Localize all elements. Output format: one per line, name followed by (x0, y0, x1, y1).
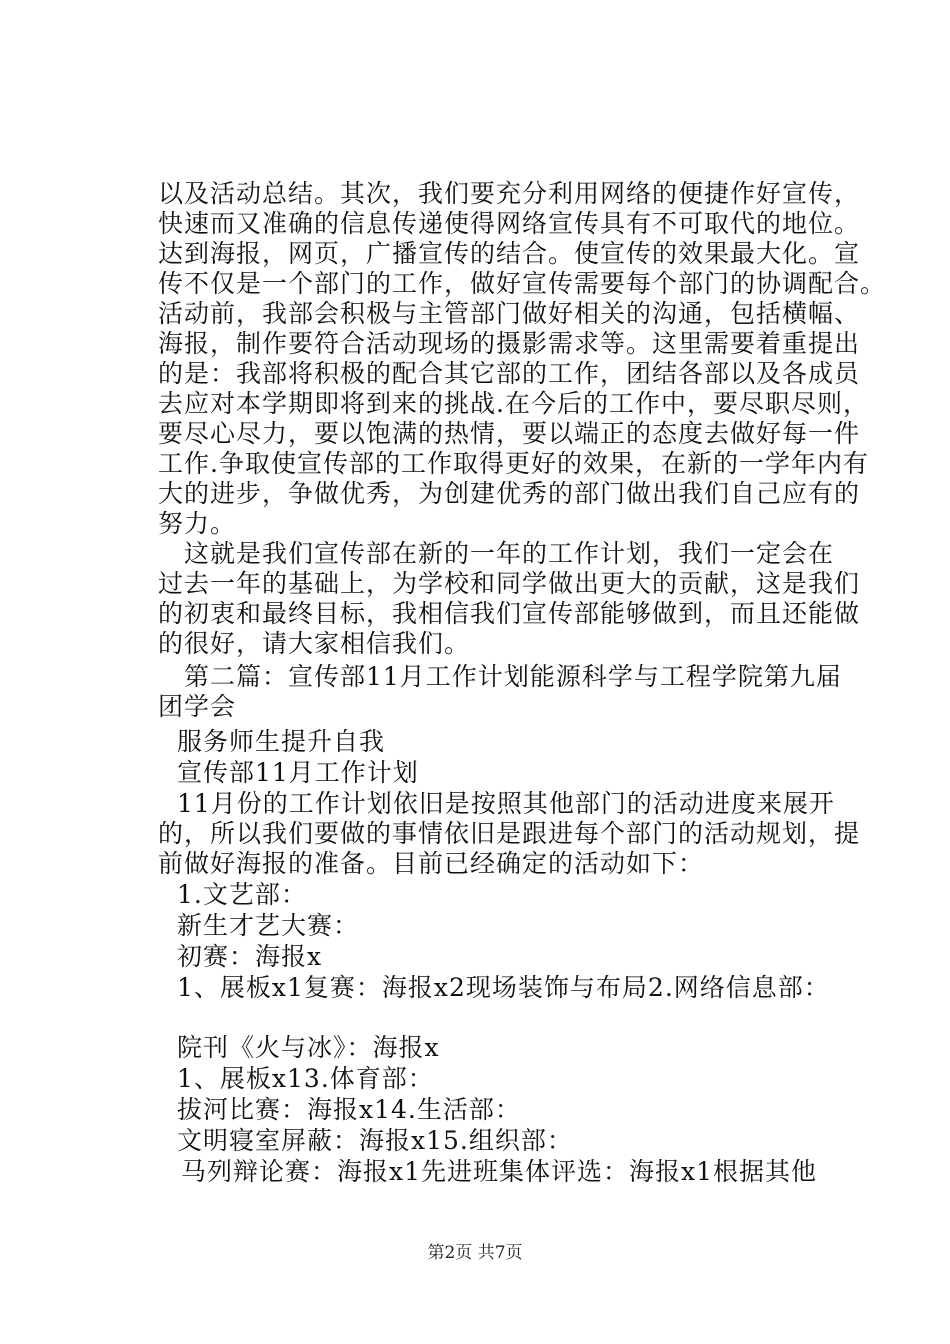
text-line: 的是：我部将积极的配合其它部的工作，团结各部以及各成员 (158, 359, 861, 388)
list-item: 1、展板x1复赛：海报x2现场装饰与布局2.网络信息部： (177, 973, 830, 1002)
text-line: 前做好海报的准备。目前已经确定的活动如下： (158, 849, 705, 878)
text-line: 传不仅是一个部门的工作，做好宣传需要每个部门的协调配合。 (158, 269, 887, 298)
text-line: 活动前，我部会积极与主管部门做好相关的沟通，包括横幅、 (158, 299, 861, 328)
subtitle-line: 服务师生提升自我 (177, 727, 386, 756)
text-line: 大的进步，争做优秀，为创建优秀的部门做出我们自己应有的 (158, 479, 861, 508)
text-line: 要尽心尽力，要以饱满的热情，要以端正的态度去做好每一件 (158, 419, 861, 448)
text-line: 工作.争取使宣传部的工作取得更好的效果，在新的一学年内有 (158, 449, 869, 478)
list-item: 初赛：海报x (177, 942, 323, 971)
text-line: 的，所以我们要做的事情依旧是跟进每个部门的活动规划，提 (158, 819, 861, 848)
list-item: 1、展板x13.体育部： (177, 1064, 434, 1093)
list-item: 马列辩论赛：海报x1先进班集体评选：海报x1根据其他 (181, 1157, 818, 1186)
text-line: 团学会 (158, 692, 237, 721)
section-heading: 第二篇：宣传部11月工作计划能源科学与工程学院第九届 (184, 662, 842, 691)
paragraph-first-line: 11月份的工作计划依旧是按照其他部门的活动进度来展开 (177, 789, 835, 818)
text-line: 去应对本学期即将到来的挑战.在今后的工作中，要尽职尽则， (158, 389, 869, 418)
list-item: 文明寝室屏蔽：海报x15.组织部： (177, 1126, 573, 1155)
text-line: 努力。 (158, 509, 237, 538)
text-line: 的很好，请大家相信我们。 (158, 629, 471, 658)
text-line: 海报，制作要符合活动现场的摄影需求等。这里需要着重提出 (158, 329, 861, 358)
text-line: 达到海报，网页，广播宣传的结合。使宣传的效果最大化。宣 (158, 239, 861, 268)
text-line: 的初衷和最终目标，我相信我们宣传部能够做到，而且还能做 (158, 599, 861, 628)
list-item: 拔河比赛：海报x14.生活部： (177, 1095, 521, 1124)
list-item: 新生才艺大赛： (177, 911, 360, 940)
plan-title: 宣传部11月工作计划 (177, 758, 419, 787)
paragraph-first-line: 这就是我们宣传部在新的一年的工作计划，我们一定会在 (184, 539, 835, 568)
text-line: 以及活动总结。其次，我们要充分利用网络的便捷作好宣传， (158, 179, 861, 208)
list-item: 院刊《火与冰》：海报x (177, 1033, 440, 1062)
text-line: 快速而又准确的信息传递使得网络宣传具有不可取代的地位。 (158, 209, 861, 238)
list-item: 1.文艺部： (177, 880, 307, 909)
page-footer: 第2页 共7页 (427, 1243, 523, 1263)
text-line: 过去一年的基础上，为学校和同学做出更大的贡献，这是我们 (158, 569, 861, 598)
